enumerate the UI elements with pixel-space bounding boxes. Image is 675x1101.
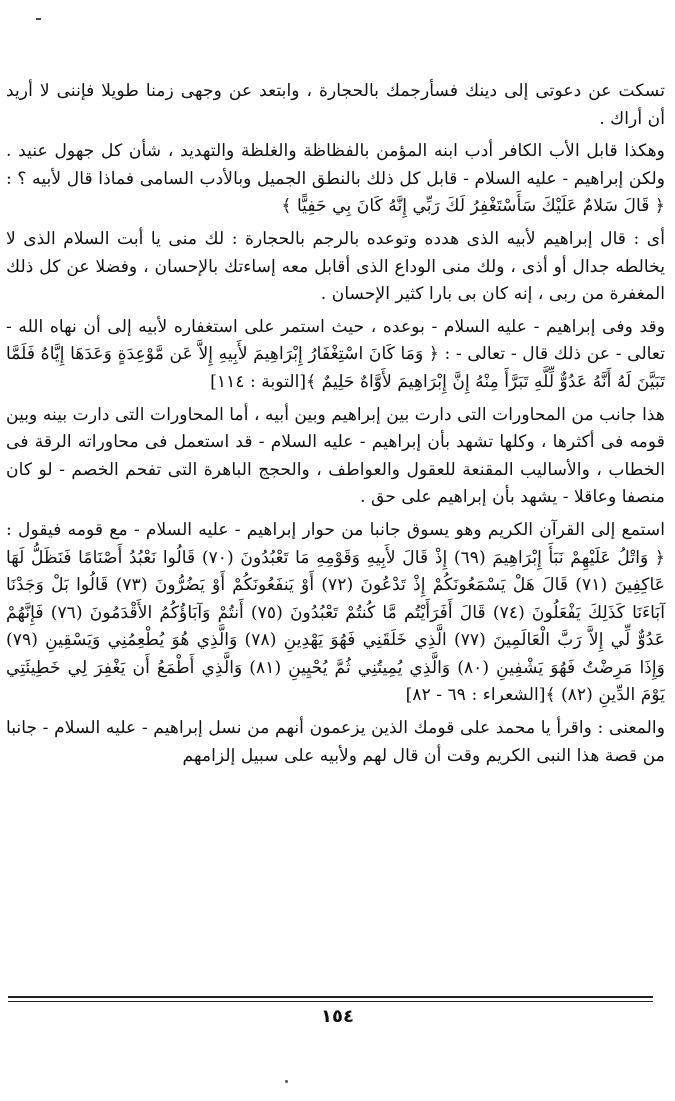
footer-rule-thick [8, 996, 653, 998]
page-number: ١٥٤ [321, 1006, 354, 1027]
paragraph-4: وقد وفى إبراهيم - عليه السلام - بوعده ، حيث استمر على استغفاره لأبيه إلى أن نهاه الله - تعالى - عن ذلك قال - تعالى - : ﴿ وَمَا كَانَ اسْتِغْفَارُ إِبْرَاهِيمَ لأَبِيهِ إِلاَّ عَن مَّوْعِدَةٍ وَعَدَهَا إِيَّاهُ فَلَمَّا تَبَيَّنَ لَهُ أَنَّهُ عَدُوٌّ لِّلَّهِ تَبَرَّأَ مِنْهُ إِنَّ إِبْرَاهِيمَ لأَوَّاهٌ حَلِيمٌ ﴾[التوبة : ١١٤] [6, 316, 665, 392]
paragraph-6: استمع إلى القرآن الكريم وهو يسوق جانبا من حوار إبراهيم - عليه السلام - مع قومه فيقول : ﴿ وَاتْلُ عَلَيْهِمْ نَبَأَ إِبْرَاهِيمَ (٦٩) إِذْ قَالَ لأَبِيهِ وَقَوْمِهِ مَا تَعْبُدُونَ (٧٠) قَالُوا نَعْبُدُ أَصْنَامًا فَنَظَلُّ لَهَا عَاكِفِينَ (٧١) قَالَ هَلْ يَسْمَعُونَكُمْ إِذْ تَدْعُونَ (٧٢) أَوْ يَنفَعُونَكُمْ أَوْ يَضُرُّونَ (٧٣) قَالُوا بَلْ وَجَدْنَا آبَاءَنَا كَذَلِكَ يَفْعَلُونَ (٧٤) قَالَ أَفَرَأَيْتُم مَّا كُنتُمْ تَعْبُدُونَ (٧٥) أَنتُمْ وَآبَاؤُكُمُ الأَقْدَمُونَ (٧٦) فَإِنَّهُمْ عَدُوٌّ لِّي إِلاَّ رَبَّ الْعَالَمِينَ (٧٧) الَّذِي خَلَقَنِي فَهُوَ يَهْدِينِ (٧٨) وَالَّذِي هُوَ يُطْعِمُنِي وَيَسْقِينِ (٧٩) وَإِذَا مَرِضْتُ فَهُوَ يَشْفِينِ (٨٠) وَالَّذِي يُمِيتُنِي ثُمَّ يُحْيِينِ (٨١) وَالَّذِي أَطْمَعُ أَن يَغْفِرَ لِي خَطِيئَتِي يَوْمَ الدِّينِ (٨٢) ﴾[الشعراء : ٦٩ - ٨٢] [6, 519, 665, 706]
paragraph-5: هذا جانب من المحاورات التى دارت بين إبراهيم وبين أبيه ، أما المحاورات التى دارت بينه وبين قومه فى أكثرها ، وكلها تشهد بأن إبراهيم - عليه السلام - قد استعمل فى محاوراته الرقة فى الخطاب ، والأساليب المقنعة للعقول والعواطف ، والحجج الباهرة التى تفحم الخصم - لو كان منصفا وعاقلا - يشهد بأن إبراهيم على حق . [6, 404, 665, 508]
footer-rule-thin [8, 1001, 653, 1002]
paragraph-2: وهكذا قابل الأب الكافر أدب ابنه المؤمن بالفظاظة والغلظة والتهديد ، شأن كل جهول عنيد . ولكن إبراهيم - عليه السلام - قابل كل ذلك بالنطق الجميل وبالأدب السامى فماذا قال لأبيه ؟ : ﴿ قَالَ سَلامٌ عَلَيْكَ سَأَسْتَغْفِرُ لَكَ رَبِّي إِنَّهُ كَانَ بِي حَفِيًّا ﴾ [6, 141, 665, 217]
paragraph-7: والمعنى : واقرأ يا محمد على قومك الذين يزعمون أنهم من نسل إبراهيم - عليه السلام - جانبا من قصة هذا النبى الكريم وقت أن قال لهم ولأبيه على سبيل إلزامهم [6, 718, 665, 766]
paragraph-3: أى : قال إبراهيم لأبيه الذى هدده وتوعده بالرجم بالحجارة : لك منى يا أبت السلام الذى لا يخالطه جدال أو أذى ، ولك منى الوداع الذى أقابل معه إساءتك بالإحسان ، وفضلا عن كل ذلك المغفرة من ربى ، إنه كان بى بارا كثير الإحسان . [6, 228, 665, 305]
corner-mark [36, 18, 41, 20]
page-body [6, 78, 665, 775]
scan-dot [285, 1080, 288, 1083]
paragraph-1: تسكت عن دعوتى إلى دينك فسأرجمك بالحجارة ، وابتعد عن وجهى زمنا طويلا فإننى لا أريد أن أراك . [6, 81, 665, 129]
